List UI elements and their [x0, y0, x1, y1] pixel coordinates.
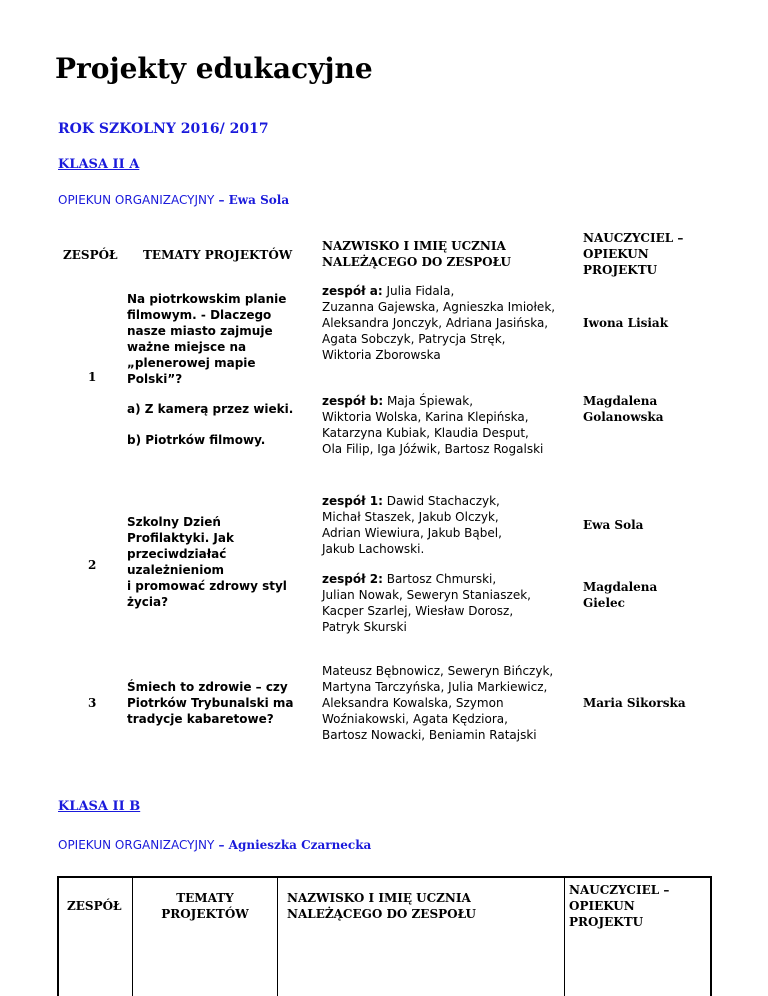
topic-line: życia? — [127, 595, 169, 609]
header-nauczyciel — [569, 882, 669, 930]
header-nazwisko-line1: NAZWISKO I IMIĘ UCZNIA — [287, 891, 471, 905]
row2-team-1 — [322, 493, 502, 557]
row1-teacher-a: Iwona Lisiak — [583, 316, 669, 330]
topic-line: ważne miejsce na — [127, 340, 247, 354]
row1-subtopic-a: a) Z kamerą przez wieki. — [127, 402, 294, 416]
team-line: Aleksandra Kowalska, Szymon — [322, 696, 504, 710]
organizer-sep: – — [214, 838, 229, 852]
header-nazwisko — [287, 890, 476, 922]
organizer-label: OPIEKUN ORGANIZACYJNY — [58, 838, 215, 852]
row1-number: 1 — [88, 370, 97, 384]
class-a-organizer — [58, 193, 289, 207]
team-line: Bartosz Chmurski, — [382, 572, 497, 586]
page-title: Projekty edukacyjne — [55, 52, 373, 85]
row2-number: 2 — [88, 558, 97, 572]
teacher-line: Magdalena — [583, 394, 658, 408]
team-label: zespół b: — [322, 394, 384, 408]
team-line: Maja Śpiewak, — [383, 394, 474, 408]
topic-line: uzależnieniom — [127, 563, 225, 577]
team-label: zespół 1: — [322, 494, 383, 508]
topic-line: nasze miasto zajmuje — [127, 324, 273, 338]
team-line: Mateusz Bębnowicz, Seweryn Bińczyk, — [322, 664, 554, 678]
topic-line: i promować zdrowy styl — [127, 579, 287, 593]
header-nauczyciel-line2: OPIEKUN — [583, 247, 649, 261]
team-line: Julia Fidala, — [382, 284, 455, 298]
school-year-heading: ROK SZKOLNY 2016/ 2017 — [58, 121, 269, 137]
class-b-organizer — [58, 838, 371, 852]
topic-line: Na piotrkowskim planie — [127, 292, 287, 306]
class-a-link[interactable]: KLASA II A — [58, 157, 140, 172]
team-line: Michał Staszek, Jakub Olczyk, — [322, 510, 499, 524]
header-tematy — [133, 890, 277, 922]
row2-topic — [127, 514, 287, 610]
topic-line: Szkolny Dzień — [127, 515, 221, 529]
topic-line: „plenerowej mapie — [127, 356, 256, 370]
team-line: Aleksandra Jonczyk, Adriana Jasińska, — [322, 316, 549, 330]
row3-number: 3 — [88, 696, 97, 710]
header-nauczyciel-line3: PROJEKTU — [569, 915, 644, 929]
topic-line: tradycje kabaretowe? — [127, 712, 274, 726]
topic-line: Profilaktyki. Jak — [127, 531, 234, 545]
table-divider — [277, 878, 278, 996]
header-tematy: TEMATY PROJEKTÓW — [143, 248, 293, 262]
row3-team — [322, 663, 553, 743]
team-line: Bartosz Nowacki, Beniamin Ratajski — [322, 728, 537, 742]
header-nazwisko-line1: NAZWISKO I IMIĘ UCZNIA — [322, 239, 506, 253]
team-line: Martyna Tarczyńska, Julia Markiewicz, — [322, 680, 548, 694]
teacher-line: Gielec — [583, 596, 625, 610]
row2-teacher-1: Ewa Sola — [583, 518, 644, 532]
team-line: Dawid Stachaczyk, — [382, 494, 500, 508]
header-nazwisko-line2: NALEŻĄCEGO DO ZESPOŁU — [322, 255, 511, 269]
team-label: zespół a: — [322, 284, 383, 298]
topic-line: filmowym. - Dlaczego — [127, 308, 272, 322]
header-zespol: ZESPÓŁ — [67, 899, 122, 913]
header-nauczyciel-line3: PROJEKTU — [583, 263, 658, 277]
row2-teacher-2 — [583, 579, 657, 611]
organizer-sep: – — [214, 193, 229, 207]
row3-topic — [127, 679, 293, 727]
team-line: Katarzyna Kubiak, Klaudia Desput, — [322, 426, 529, 440]
class-b-link[interactable]: KLASA II B — [58, 799, 141, 814]
topic-line: przeciwdziałać — [127, 547, 227, 561]
header-nauczyciel-line1: NAUCZYCIEL – — [569, 883, 670, 897]
team-line: Ola Filip, Iga Jóźwik, Bartosz Rogalski — [322, 442, 544, 456]
header-tematy-line2: PROJEKTÓW — [161, 907, 249, 921]
team-line: Adrian Wiewiura, Jakub Bąbel, — [322, 526, 502, 540]
team-line: Wiktoria Wolska, Karina Klepińska, — [322, 410, 529, 424]
topic-line: Piotrków Trybunalski ma — [127, 696, 294, 710]
organizer-label: OPIEKUN ORGANIZACYJNY — [58, 193, 215, 207]
team-line: Zuzanna Gajewska, Agnieszka Imiołek, — [322, 300, 556, 314]
team-line: Agata Sobczyk, Patrycja Stręk, — [322, 332, 506, 346]
organizer-name: Agnieszka Czarnecka — [228, 838, 372, 852]
row3-teacher: Maria Sikorska — [583, 696, 686, 710]
row1-team-b — [322, 393, 543, 457]
row1-subtopic-b: b) Piotrków filmowy. — [127, 433, 266, 447]
header-nazwisko-line2: NALEŻĄCEGO DO ZESPOŁU — [287, 907, 476, 921]
team-line: Patryk Skurski — [322, 620, 407, 634]
organizer-name: Ewa Sola — [228, 193, 290, 207]
row1-teacher-b — [583, 393, 664, 425]
header-zespol: ZESPÓŁ — [63, 248, 118, 262]
team-label: zespół 2: — [322, 572, 383, 586]
header-nauczyciel-line1: NAUCZYCIEL – — [583, 231, 684, 245]
teacher-line: Magdalena — [583, 580, 658, 594]
header-nauczyciel — [583, 230, 683, 278]
row2-team-2 — [322, 571, 531, 635]
class-b-table — [57, 876, 712, 996]
team-line: Woźniakowski, Agata Kędziora, — [322, 712, 508, 726]
team-line: Julian Nowak, Seweryn Staniaszek, — [322, 588, 531, 602]
header-nauczyciel-line2: OPIEKUN — [569, 899, 635, 913]
header-tematy-line1: TEMATY — [176, 891, 234, 905]
team-line: Kacper Szarlej, Wiesław Dorosz, — [322, 604, 514, 618]
table-divider — [564, 878, 565, 996]
row1-team-a — [322, 283, 555, 363]
team-line: Wiktoria Zborowska — [322, 348, 441, 362]
header-nazwisko — [322, 238, 511, 270]
topic-line: Śmiech to zdrowie – czy — [127, 680, 288, 694]
row1-topic — [127, 291, 286, 387]
topic-line: Polski”? — [127, 372, 183, 386]
team-line: Jakub Lachowski. — [322, 542, 425, 556]
teacher-line: Golanowska — [583, 410, 664, 424]
